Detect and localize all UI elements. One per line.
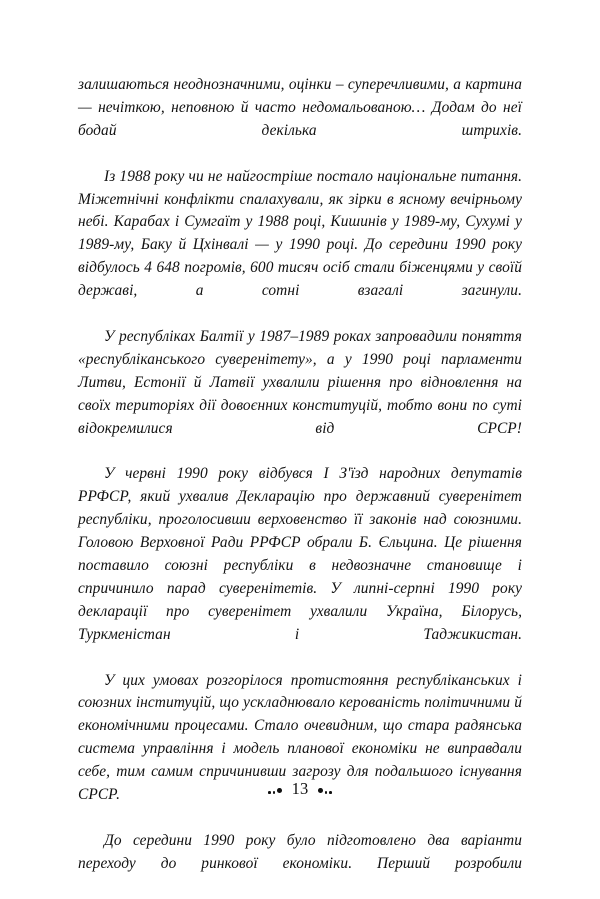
- paragraph-rsfsr-congress: У червні 1990 року відбувся І З'їзд народних депутатів РРФСР, який ухвалив Декларацію про державний суверенітет республіки, проголосивши верховенство її законів над союзними. Головою Верховної Ради РРФСР обрали Б. Єльцина. Це рішення поставило союзні республіки в недвозначне становище і спричинило парад суверенітетів. У липні-серпні 1990 року декларації про суверенітет ухвалили Україна, Білорусь, Туркменістан і Таджикистан.: [78, 465, 522, 643]
- folio-ornament-left: [267, 781, 282, 797]
- paragraph-institutional-conflict: У цих умовах розгорілося протистояння республіканських і союзних інституцій, що ускладнювало керованість політичними й економічними процесами. Стало очевидним, що стара радянська система управління і модель планової економіки не виправдали себе, тим самим спричинивши загрозу для подальшого існування СРСР.: [78, 671, 522, 804]
- ornament-dot-icon: [277, 788, 282, 793]
- ornament-dot-icon: [273, 791, 276, 794]
- folio-ornament-right: [317, 781, 332, 797]
- body-text-column: [78, 74, 522, 899]
- paragraph-baltic-republics: У республіках Балтії у 1987–1989 роках запровадили поняття «республіканського суверенітету», а у 1990 році парламенти Литви, Естонії й Латвії ухвалили рішення про відновлення на своїх територіях дії довоєнних конституцій, тобто вони по суті відокремилися від СРСР!: [78, 327, 522, 437]
- paragraph-continuation: залишаються неоднозначними, оцінки – суперечливими, а картина — нечіткою, неповною й часто недомальованою… Додам до неї бодай декілька штрихів.: [78, 76, 522, 139]
- paragraph-market-transition: До середини 1990 року було підготовлено два варіанти переходу до ринкової економіки. Перший розробили: [78, 831, 522, 872]
- ornament-dot-icon: [329, 791, 332, 794]
- page-footer: [0, 779, 600, 799]
- page-number: 13: [291, 779, 309, 798]
- ornament-dot-icon: [325, 791, 328, 794]
- ornament-dot-icon: [318, 788, 323, 793]
- ornament-dot-icon: [268, 791, 271, 794]
- paragraph-national-question: Із 1988 року чи не найгостріше постало національне питання. Міжетнічні конфлікти спалахували, як зірки в ясному вечірньому небі. Карабах і Сумгаїт у 1988 році, Кишинів у 1989-му, Сухумі у 1989-му, Баку й Цхінвалі — у 1990 році. До середини 1990 року відбулось 4 648 погромів, 600 тисяч осіб стали біженцями у своїй державі, а сотні взагалі загинули.: [78, 167, 522, 300]
